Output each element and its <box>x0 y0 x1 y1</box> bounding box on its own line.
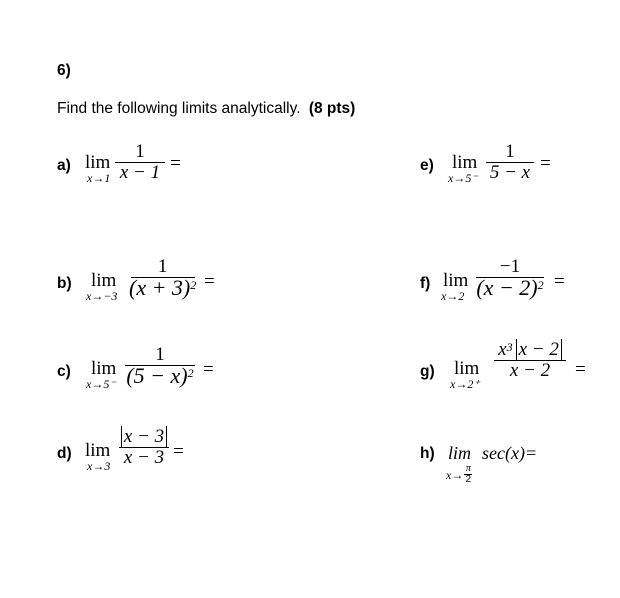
fraction <box>119 427 169 468</box>
problem-c <box>57 343 227 408</box>
equals-sign: = <box>203 359 214 380</box>
numerator: 1 <box>135 141 145 162</box>
numerator-absolute-value: x − 3 <box>121 426 167 447</box>
lim-operator: lim <box>448 443 472 463</box>
problem-b <box>57 255 227 320</box>
lim-operator: lim <box>443 270 469 291</box>
problem-label: a) <box>57 157 71 174</box>
problem-g <box>420 338 610 403</box>
lim-subscript <box>446 464 472 485</box>
fraction <box>494 340 566 381</box>
subscript-denominator: 2 <box>465 474 472 485</box>
equals-sign: = <box>204 271 215 292</box>
problem-a <box>57 140 197 200</box>
numerator-exponent: 3 <box>506 340 513 354</box>
equals-sign: = <box>575 359 586 380</box>
lim-subscript: x→3 <box>87 459 111 473</box>
denominator: 5 − x <box>489 162 531 183</box>
subscript-fraction <box>464 464 472 485</box>
fraction <box>486 142 534 183</box>
problem-f <box>420 255 590 320</box>
secant-expression: sec(x)= <box>482 443 538 463</box>
denominator-exponent: 2 <box>537 278 544 292</box>
lim-operator: lim <box>85 440 111 461</box>
problem-label: g) <box>420 363 435 380</box>
denominator: x − 2 <box>509 360 551 381</box>
lim-operator: lim <box>454 358 480 379</box>
equals-sign: = <box>554 271 565 292</box>
instruction-text: Find the following limits analytically. <box>57 100 301 117</box>
numerator: −1 <box>499 256 521 277</box>
lim-subscript: x→1 <box>87 171 111 185</box>
points-label: (8 pts) <box>308 100 356 117</box>
lim-subscript: x→5⁻ <box>86 377 116 391</box>
lim-operator: lim <box>452 152 478 173</box>
problem-label: c) <box>57 363 71 380</box>
lim-subscript: x→2 <box>441 289 465 303</box>
denominator-exponent: 2 <box>187 366 194 380</box>
lim-operator: lim <box>91 270 117 291</box>
lim-subscript: x→−3 <box>86 289 118 303</box>
denominator-group <box>129 275 197 300</box>
equals-sign: = <box>540 153 551 174</box>
lim-subscript: x→5⁻ <box>448 171 478 185</box>
numerator: 1 <box>155 344 165 365</box>
denominator: (x + 3) <box>129 275 191 300</box>
problem-e <box>420 140 580 200</box>
fraction <box>476 257 544 300</box>
lim-operator: lim <box>85 152 111 173</box>
problem-label: d) <box>57 445 72 462</box>
lim-subscript: x→2⁺ <box>450 377 480 391</box>
numerator: 1 <box>157 256 168 277</box>
numerator: 1 <box>505 141 515 162</box>
problem-label: e) <box>420 157 434 174</box>
problem-number: 6) <box>57 62 71 79</box>
denominator: (x − 2) <box>476 275 538 300</box>
denominator-group <box>476 275 544 300</box>
lim-operator: lim <box>91 358 117 379</box>
denominator: (5 − x) <box>126 363 188 388</box>
subscript-numerator: π <box>465 463 471 474</box>
problem-label: b) <box>57 275 72 292</box>
problem-d <box>57 425 207 490</box>
lim-subscript-variable: x→ <box>446 467 464 482</box>
problem-label: h) <box>420 445 435 462</box>
problem-h <box>420 440 600 500</box>
denominator-exponent: 2 <box>190 278 197 292</box>
fraction <box>125 345 195 388</box>
instruction-line <box>57 100 355 118</box>
denominator: x − 1 <box>119 162 161 183</box>
numerator-absolute-value: x − 2 <box>516 339 562 360</box>
fraction <box>129 257 196 300</box>
problem-label: f) <box>420 275 431 292</box>
numerator-base: x <box>498 339 507 360</box>
fraction <box>115 142 165 183</box>
numerator-group <box>498 340 562 360</box>
numerator-group <box>121 427 167 447</box>
equals-sign: = <box>173 441 184 462</box>
equals-sign: = <box>170 153 181 174</box>
denominator: x − 3 <box>123 447 165 468</box>
denominator-group <box>126 363 194 388</box>
